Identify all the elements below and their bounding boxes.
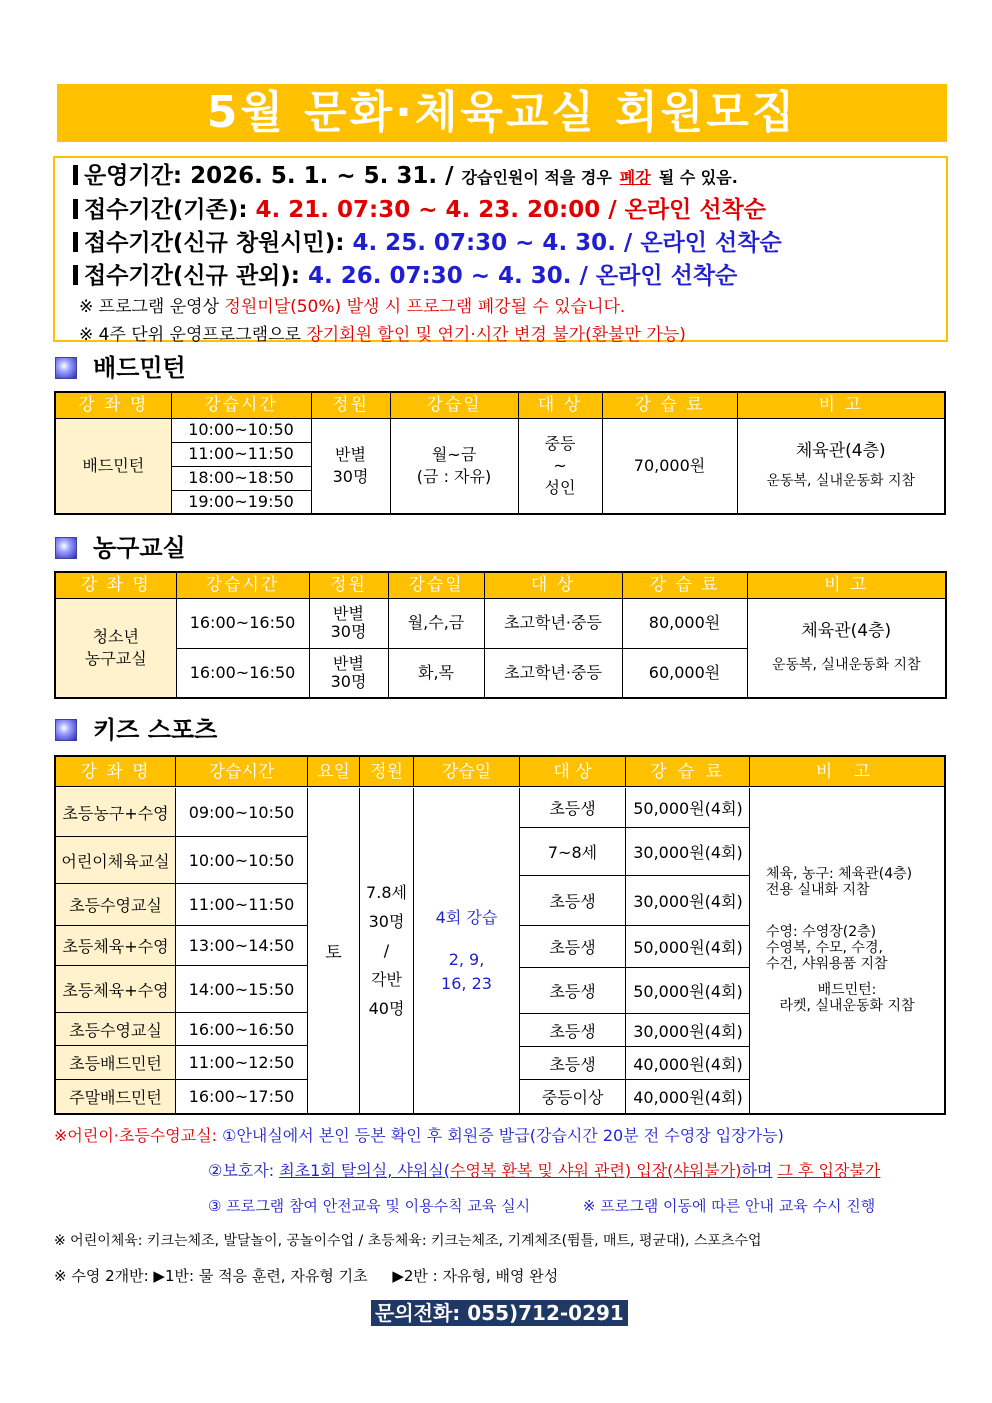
fee-cell: 30,000원(4회) xyxy=(633,892,743,911)
capacity-a: 반별 xyxy=(333,653,364,673)
sessions-cell xyxy=(414,788,520,1113)
target-cell: 초등생 xyxy=(520,788,626,827)
header-name: 강 좌 명 xyxy=(55,572,176,598)
operation-period xyxy=(73,160,946,194)
footer-2-b: 수영복 환복 및 샤워 관련) 입장(샤워불가) xyxy=(450,1161,742,1180)
time-cell: 16:00~16:50 xyxy=(176,1013,308,1045)
course-name: 배드민턴 xyxy=(55,418,171,514)
course-name-b: 농구교실 xyxy=(84,648,147,668)
kids-table xyxy=(54,755,946,1115)
section-bullet-icon xyxy=(55,357,77,379)
header-sessions: 강습일 xyxy=(414,757,520,787)
fee-cell: 30,000원(4회) xyxy=(633,843,743,862)
note-cell xyxy=(747,598,946,698)
time-cell: 10:00~10:50 xyxy=(176,837,308,883)
table-row xyxy=(56,1046,308,1080)
target-cell: 초등생 xyxy=(520,968,626,1013)
header-time: 강습시간 xyxy=(176,757,308,787)
kids-target-rows xyxy=(520,788,750,1113)
sessions-c: 16, 23 xyxy=(441,973,492,993)
footer-line-1 xyxy=(54,1125,784,1147)
basketball-heading-text: 농구교실 xyxy=(93,534,186,562)
table-row xyxy=(520,1047,750,1080)
note-line: 수영: 수영장(2층) xyxy=(766,924,877,940)
header-target: 대 상 xyxy=(484,572,622,598)
capacity-b: 30명 xyxy=(332,466,369,486)
info-note-1-b: 정원미달(50%) 발생 시 프로그램 폐강될 수 있습니다. xyxy=(224,297,626,317)
course-name: 초등농구+수영 xyxy=(56,788,176,836)
registration-new-citizen-value: 4. 25. 07:30 ~ 4. 30. / 온라인 선착순 xyxy=(352,230,782,256)
fee-cell: 50,000원(4회) xyxy=(633,799,743,818)
capacity-cell xyxy=(311,418,390,514)
info-note-2-b: 장기회원 할인 및 연기·시간 변경 불가(환불만 가능) xyxy=(306,325,686,345)
target-cell: 초등생 xyxy=(520,926,626,967)
info-box xyxy=(53,156,948,345)
time-cell: 11:00~12:50 xyxy=(176,1046,308,1079)
header-name: 강 좌 명 xyxy=(55,392,171,418)
time-cell: 14:00~15:50 xyxy=(176,966,308,1012)
badminton-table xyxy=(54,391,946,515)
capacity-b: 30명 xyxy=(330,671,367,691)
note-line: 전용 실내화 지참 xyxy=(766,882,870,898)
fee-cell: 30,000원(4회) xyxy=(633,1021,743,1041)
days-cell xyxy=(390,418,518,514)
table-row xyxy=(55,598,946,648)
footer-1-text: ①안내실에서 본인 등본 확인 후 회원증 발급(강습시간 20분 전 수영장 입장가능) xyxy=(222,1126,784,1145)
footer-line-4: ※ 어린이체육: 키크는체조, 발달놀이, 공놀이수업 / 초등체육: 키크는체조, 기계체조(뜀틀, 매트, 평균대), 스포츠수업 xyxy=(54,1233,762,1249)
header-day: 요일 xyxy=(308,757,360,787)
time-cell: 11:00~11:50 xyxy=(176,884,308,925)
course-name: 초등배드민턴 xyxy=(56,1046,176,1079)
time-cell: 19:00~19:50 xyxy=(171,490,311,514)
time-cell: 10:00~10:50 xyxy=(171,418,311,442)
bullet-bar xyxy=(73,232,78,252)
section-bullet-icon xyxy=(55,537,77,559)
header-name: 강 좌 명 xyxy=(56,757,176,787)
basketball-table xyxy=(54,571,947,699)
target-cell: 초고학년·중등 xyxy=(484,648,622,698)
table-row xyxy=(520,788,750,828)
time-cell: 16:00~17:50 xyxy=(176,1080,308,1113)
bullet-bar xyxy=(73,265,78,285)
header-target: 대 상 xyxy=(518,392,602,418)
header-note: 비 고 xyxy=(747,572,946,598)
registration-existing xyxy=(73,194,946,227)
kids-heading-text: 키즈 스포츠 xyxy=(93,716,218,744)
fee-cell: 40,000원(4회) xyxy=(633,1054,743,1074)
capacity-b: 30명 xyxy=(330,622,367,641)
time-cell: 13:00~14:50 xyxy=(176,926,308,965)
target-cell: 초등생 xyxy=(520,876,626,925)
section-bullet-icon xyxy=(55,719,77,741)
note-a: 체육관(4층) xyxy=(795,440,886,461)
registration-new-citizen-label: 접수기간(신규 창원시민): xyxy=(84,230,345,256)
note-b: 운동복, 실내운동화 지참 xyxy=(771,656,921,673)
operation-note-end: 될 수 있음. xyxy=(658,168,738,187)
footer-5-a: ※ 수영 2개반: ▶1반: 물 적응 훈련, 자유형 기초 xyxy=(54,1267,368,1285)
table-row xyxy=(56,788,308,837)
table-row xyxy=(56,884,308,926)
target-b: ~ xyxy=(553,455,567,475)
capacity-a: 반별 xyxy=(335,444,366,464)
page-title: 5월 문화·체육교실 회원모집 xyxy=(57,84,947,142)
bullet-bar xyxy=(73,165,78,185)
bullet-bar xyxy=(73,199,78,219)
fee-cell: 50,000원(4회) xyxy=(633,982,743,1001)
capacity-a: 반별 xyxy=(333,604,364,623)
capacity-cell xyxy=(309,598,388,648)
sessions-b: 2, 9, xyxy=(448,949,485,969)
info-note-2-a: ※ 4주 단위 운영프로그램으로 xyxy=(79,325,301,345)
table-row xyxy=(520,1080,750,1113)
footer-line-2 xyxy=(208,1160,880,1182)
table-row xyxy=(56,837,308,884)
header-capacity: 정원 xyxy=(360,757,414,787)
badminton-header-row xyxy=(55,392,945,418)
note-line: 배드민턴: xyxy=(817,982,877,998)
info-note-1-a: ※ 프로그램 운영상 xyxy=(79,297,220,317)
info-note-1 xyxy=(73,293,946,321)
target-c: 성인 xyxy=(544,477,576,497)
note-line: 수영복, 수모, 수경, xyxy=(766,940,883,956)
note-line: 수건, 샤워용품 지참 xyxy=(766,956,888,972)
course-name xyxy=(55,598,176,698)
kids-header-row xyxy=(56,757,944,787)
table-row xyxy=(55,418,945,442)
capacity-b: 30명 xyxy=(368,912,405,931)
note-line: 라켓, 실내운동화 지참 xyxy=(779,998,915,1014)
table-row xyxy=(520,926,750,968)
header-capacity: 정원 xyxy=(311,392,390,418)
fee-cell: 80,000원 xyxy=(622,598,747,648)
footer-2-c: 하며 xyxy=(741,1161,773,1180)
capacity-d: 각반 xyxy=(371,970,402,989)
target-cell: 초고학년·중등 xyxy=(484,598,622,648)
note-b: 운동복, 실내운동화 지참 xyxy=(766,472,916,489)
course-name-a: 청소년 xyxy=(92,626,139,646)
header-days: 강습일 xyxy=(390,392,518,418)
note-cell xyxy=(737,418,945,514)
days-cell: 월,수,금 xyxy=(388,598,484,648)
registration-new-outside-label: 접수기간(신규 관외): xyxy=(84,263,300,289)
target-cell: 중등이상 xyxy=(520,1080,626,1113)
header-target: 대 상 xyxy=(520,757,626,787)
target-cell: 초등생 xyxy=(520,1047,626,1079)
table-row xyxy=(520,968,750,1014)
note-a: 체육관(4층) xyxy=(801,620,892,641)
footer-3-a: ③ 프로그램 참여 안전교육 및 이용수칙 교육 실시 xyxy=(208,1197,531,1215)
footer-2-label: ②보호자: xyxy=(208,1161,275,1180)
footer-3-b: ※ 프로그램 이동에 따른 안내 교육 수시 진행 xyxy=(582,1197,876,1215)
closure-word: 폐강 xyxy=(619,168,651,187)
time-cell: 16:00~16:50 xyxy=(176,648,309,698)
badminton-heading xyxy=(55,353,186,383)
time-cell: 11:00~11:50 xyxy=(171,442,311,466)
table-row xyxy=(56,966,308,1013)
days-a: 월~금 xyxy=(431,444,477,464)
course-name: 초등체육+수영 xyxy=(56,926,176,965)
target-cell: 7~8세 xyxy=(520,828,626,875)
time-cell: 18:00~18:50 xyxy=(171,466,311,490)
contact-phone: 문의전화: 055)712-0291 xyxy=(371,1300,628,1326)
kids-note-cell xyxy=(750,788,944,1113)
capacity-cell xyxy=(360,788,414,1113)
course-name: 초등수영교실 xyxy=(56,884,176,925)
fee-cell: 40,000원(4회) xyxy=(633,1088,743,1107)
operation-note: 강습인원이 적을 경우 xyxy=(461,168,612,187)
table-row xyxy=(56,1013,308,1046)
capacity-a: 7.8세 xyxy=(366,883,407,902)
footer-2-a: 최초1회 탈의실, 샤워실( xyxy=(279,1161,450,1180)
target-cell: 초등생 xyxy=(520,1014,626,1046)
footer-line-5 xyxy=(54,1265,558,1287)
footer-5-b: ▶2반 : 자유형, 배영 완성 xyxy=(392,1267,559,1285)
kids-left-rows xyxy=(56,788,308,1113)
note-line: 체육, 농구: 체육관(4층) xyxy=(766,866,913,882)
header-fee: 강 습 료 xyxy=(622,572,747,598)
table-row xyxy=(520,876,750,926)
day-text: 토 xyxy=(325,943,342,963)
basketball-header-row xyxy=(55,572,946,598)
course-name: 어린이체육교실 xyxy=(56,837,176,883)
header-capacity: 정원 xyxy=(309,572,388,598)
registration-new-citizen xyxy=(73,227,946,260)
fee-cell: 70,000원 xyxy=(602,418,737,514)
registration-existing-value: 4. 21. 07:30 ~ 4. 23. 20:00 / 온라인 선착순 xyxy=(255,197,766,223)
registration-new-outside-value: 4. 26. 07:30 ~ 4. 30. / 온라인 선착순 xyxy=(308,263,738,289)
course-name: 주말배드민턴 xyxy=(56,1080,176,1113)
target-cell xyxy=(518,418,602,514)
course-name: 초등수영교실 xyxy=(56,1013,176,1045)
days-b: (금 : 자유) xyxy=(416,466,492,486)
table-row xyxy=(56,1080,308,1113)
days-cell: 화,목 xyxy=(388,648,484,698)
header-time: 강습시간 xyxy=(176,572,309,598)
footer-1-label: ※어린이·초등수영교실: xyxy=(54,1126,217,1145)
time-cell: 16:00~16:50 xyxy=(176,598,309,648)
footer-line-3 xyxy=(208,1195,875,1217)
time-cell: 09:00~10:50 xyxy=(176,788,308,836)
registration-existing-label: 접수기간(기존): xyxy=(84,197,248,223)
header-time: 강습시간 xyxy=(171,392,311,418)
header-days: 강습일 xyxy=(388,572,484,598)
badminton-heading-text: 배드민턴 xyxy=(93,354,186,382)
fee-cell: 50,000원(4회) xyxy=(633,938,743,957)
capacity-cell xyxy=(309,648,388,698)
sessions-a: 4회 강습 xyxy=(435,907,498,927)
day-cell xyxy=(308,788,360,1113)
table-row xyxy=(520,828,750,876)
operation-period-label: 운영기간: 2026. 5. 1. ~ 5. 31. / xyxy=(84,163,454,189)
capacity-c: / xyxy=(383,941,390,960)
header-note: 비 고 xyxy=(815,762,879,782)
basketball-heading xyxy=(55,533,186,563)
table-row xyxy=(56,926,308,966)
header-fee: 강 습 료 xyxy=(626,757,750,787)
capacity-e: 40명 xyxy=(368,999,405,1018)
footer-2-d: 그 후 입장불가 xyxy=(777,1161,881,1180)
course-name: 초등체육+수영 xyxy=(56,966,176,1012)
registration-new-outside xyxy=(73,260,946,293)
target-a: 중등 xyxy=(544,433,576,453)
header-fee: 강 습 료 xyxy=(602,392,737,418)
table-row xyxy=(520,1014,750,1047)
fee-cell: 60,000원 xyxy=(622,648,747,698)
kids-heading xyxy=(55,715,217,745)
info-note-2 xyxy=(73,321,946,349)
header-note: 비 고 xyxy=(737,392,945,418)
